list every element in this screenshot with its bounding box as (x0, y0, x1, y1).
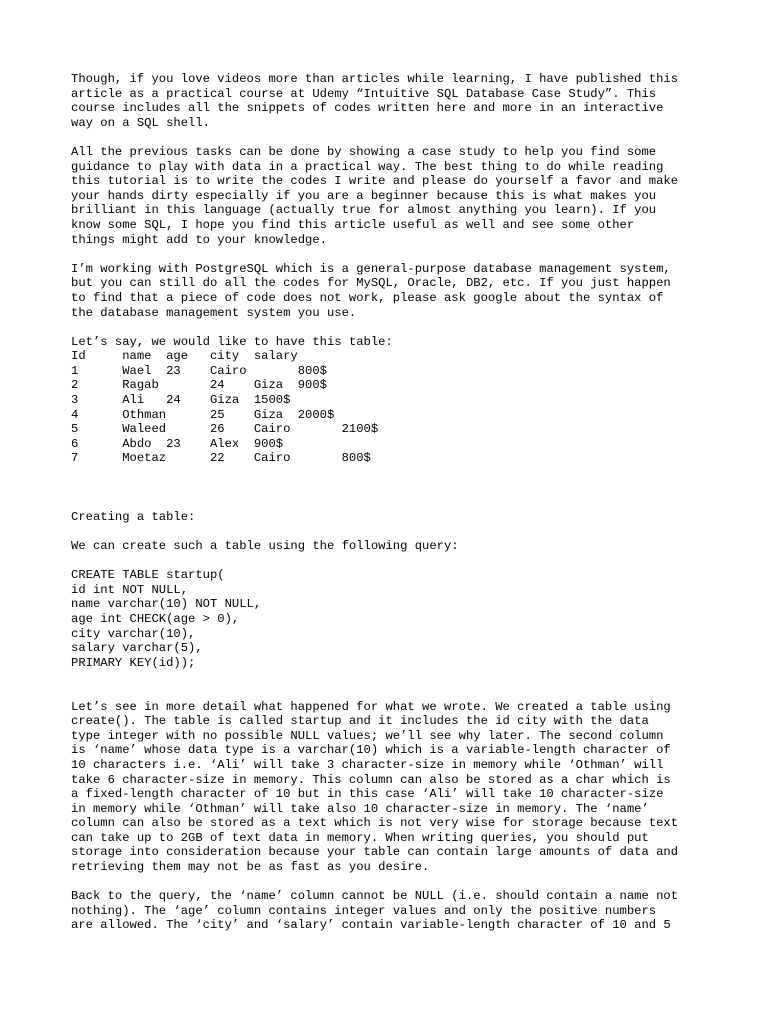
paragraph-back-to-query: Back to the query, the ‘name’ column cannot be NULL (i.e. should contain a name not nothing). The ‘age’ column contains integer values and only the positive numbers are allowed. The ‘city’ and ‘salary’ contain variable-length character of 10 and 5 (71, 889, 679, 933)
section-heading: Creating a table: (71, 509, 196, 524)
table-row: 5 Waleed 26 Cairo 2100$ (71, 422, 379, 437)
paragraph-case-study: All the previous tasks can be done by showing a case study to help you find some guidance to play with data in a practical way. The best thing to do while reading this tutorial is to write the codes I write and please do yourself a favor and make your hands dirty especially if you are a beginner because this is what makes you brilliant in this language (actually true for almost anything you learn). If you know some SQL, I hope you find this article useful as well and see some other things might add to your knowledge. (71, 144, 679, 247)
document-page (71, 72, 731, 933)
code-line: salary varchar(5), (71, 641, 203, 656)
table-row: 3 Ali 24 Giza 1500$ (71, 393, 291, 408)
code-line: age int CHECK(age > 0), (71, 611, 240, 626)
table-row: 6 Abdo 23 Alex 900$ (71, 436, 284, 451)
code-line: CREATE TABLE startup( (71, 568, 225, 583)
paragraph-postgresql: I’m working with PostgreSQL which is a general-purpose database management system, but you can still do all the codes for MySQL, Oracle, DB2, etc. If you just happen to find that a piece of code does not work, please ask google about the syntax of the database management system you use. (71, 261, 671, 320)
paragraph-udemy-course: Though, if you love videos more than articles while learning, I have published this article as a practical course at Udemy “Intuitive SQL Database Case Study”. This course includes all the snippets of codes written here and more in an interactive way on a SQL shell. (71, 72, 679, 130)
table-header-row: Id name age city salary (71, 349, 298, 364)
table-row: 7 Moetaz 22 Cairo 800$ (71, 451, 371, 466)
code-line: PRIMARY KEY(id)); (71, 655, 196, 670)
code-line: id int NOT NULL, (71, 582, 189, 597)
table-row: 1 Wael 23 Cairo 800$ (71, 363, 327, 378)
paragraph-create-intro: We can create such a table using the following query: (71, 539, 459, 554)
table-intro: Let’s say, we would like to have this table: (71, 334, 393, 349)
paragraph-explanation: Let’s see in more detail what happened for what we wrote. We created a table using create(). The table is called startup and it includes the id city with the data type integer with no possible NULL values; we’ll see why later. The second column is ‘name’ whose data type is a varchar(10) which is a variable-length character of 10 characters i.e. ‘Ali’ will take 3 character-size in memory while ‘Othman’ will take 6 character-size in memory. This column can also be stored as a char which is a fixed-length character of 10 but in this case ‘Ali’ will take 10 character-size in memory while ‘Othman’ will take also 10 character-size in memory. The ‘name’ column can also be stored as a text which is not very wise for storage because text can take up to 2GB of text data in memory. When writing queries, you should put storage into consideration because your table can contain large amounts of data and retrieving them may not be as fast as you desire. (71, 699, 679, 875)
data-table (71, 349, 731, 466)
code-block (71, 568, 731, 670)
code-line: city varchar(10), (71, 626, 196, 641)
code-line: name varchar(10) NOT NULL, (71, 597, 262, 612)
table-row: 4 Othman 25 Giza 2000$ (71, 407, 335, 422)
table-row: 2 Ragab 24 Giza 900$ (71, 378, 327, 393)
